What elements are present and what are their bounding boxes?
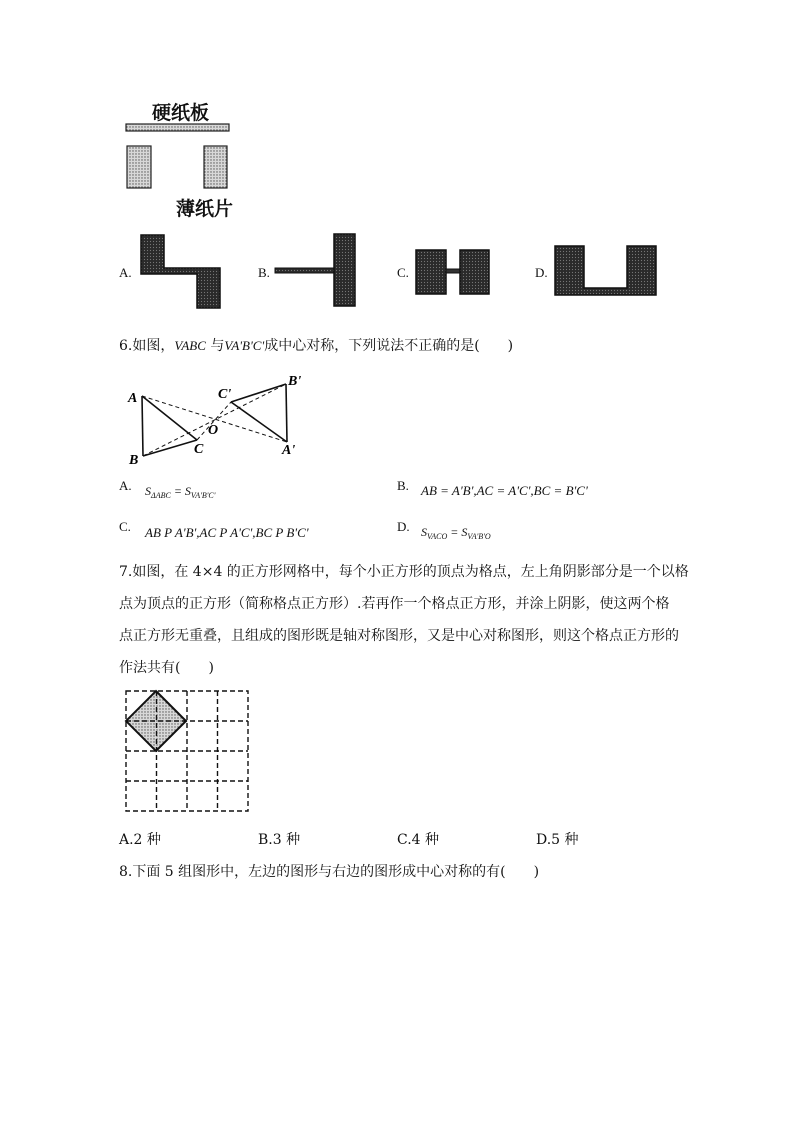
q6-option-c-letter: C. [119, 519, 131, 534]
q7-option-d: D.5 种 [536, 832, 579, 848]
q5-option-d-shape [553, 244, 659, 298]
q5-option-c-letter: C. [397, 265, 409, 280]
q7-line-4: 作法共有( ) [119, 660, 214, 676]
q6-label-b: B [129, 453, 139, 468]
q6-label-c: C [194, 442, 204, 457]
q6-option-c-text: AB P A'B',AC P A'C',BC P B'C' [145, 525, 309, 540]
q7-line-3: 点正方形无重叠，且组成的图形既是轴对称图形，又是中心对称图形，则这个格点正方形的 [119, 628, 679, 644]
q6-option-a-formula [145, 484, 215, 500]
q6-triangle-1: VABC [174, 338, 206, 353]
q6-triangle-2: VA'B'C' [224, 338, 265, 353]
q6-label-b-prime: B' [288, 374, 302, 389]
q5-option-d-letter: D. [535, 265, 548, 280]
cardboard-label: 硬纸板 [152, 102, 210, 124]
q6-figure [120, 365, 330, 470]
q6-option-d-eq: = [447, 525, 462, 539]
q6-option-a-sub2: VA'B'C' [190, 491, 216, 500]
paper-label: 薄纸片 [176, 198, 234, 220]
q5-option-b-shape [272, 233, 358, 309]
q6-option-a-s1: S [145, 484, 151, 498]
q6-option-a-sub1: ΔABC [151, 491, 171, 500]
q5-option-b-letter: B. [258, 265, 270, 280]
q6-stem-suffix: 成中心对称，下列说法不正确的是( ) [264, 338, 514, 354]
q7-option-c: C.4 种 [397, 832, 440, 848]
q6-option-a-letter: A. [119, 478, 132, 493]
q6-option-d-s2: S [461, 525, 468, 539]
q6-option-d-sub1: VACO [427, 532, 448, 541]
q6-option-d-sub2: VA'B'O [467, 532, 491, 541]
cardboard-paper-figure [120, 120, 240, 200]
q7-option-a: A.2 种 [119, 832, 161, 848]
q6-option-a-s2: S [184, 484, 191, 498]
q5-option-a-letter: A. [119, 265, 132, 280]
q8-stem: 8.下面 5 组图形中，左边的图形与右边的图形成中心对称的有( ) [119, 864, 540, 880]
q6-label-o: O [208, 423, 219, 438]
q6-option-d-letter: D. [397, 519, 410, 534]
paper-piece-left [127, 146, 151, 188]
q6-stem [119, 330, 513, 362]
q6-stem-prefix: 6.如图， [119, 338, 175, 354]
q6-option-d-s1: S [421, 525, 427, 539]
cardboard-strip [126, 124, 229, 131]
q6-stem-mid: 与 [205, 338, 225, 354]
q7-line-2: 点为顶点的正方形（简称格点正方形）.若再作一个格点正方形，并涂上阴影，使这两个格 [119, 596, 670, 612]
q6-option-a-eq: = [170, 484, 185, 498]
q6-label-a-prime: A' [282, 443, 296, 458]
q7-option-b: B.3 种 [258, 832, 301, 848]
q7-grid-figure [120, 687, 252, 815]
q6-label-c-prime: C' [218, 387, 232, 402]
q6-option-d-formula [421, 525, 491, 541]
q7-line-1: 7.如图，在 4×4 的正方形网格中，每个小正方形的顶点为格点，左上角阴影部分是一个以格 [119, 564, 689, 580]
q5-option-a-shape [140, 234, 222, 310]
q6-option-b-letter: B. [397, 478, 409, 493]
q5-option-c-shape [414, 248, 492, 298]
q6-option-b-text: AB = A'B',AC = A'C',BC = B'C' [421, 483, 588, 498]
paper-piece-right [204, 146, 227, 188]
q6-label-a: A [128, 391, 138, 406]
